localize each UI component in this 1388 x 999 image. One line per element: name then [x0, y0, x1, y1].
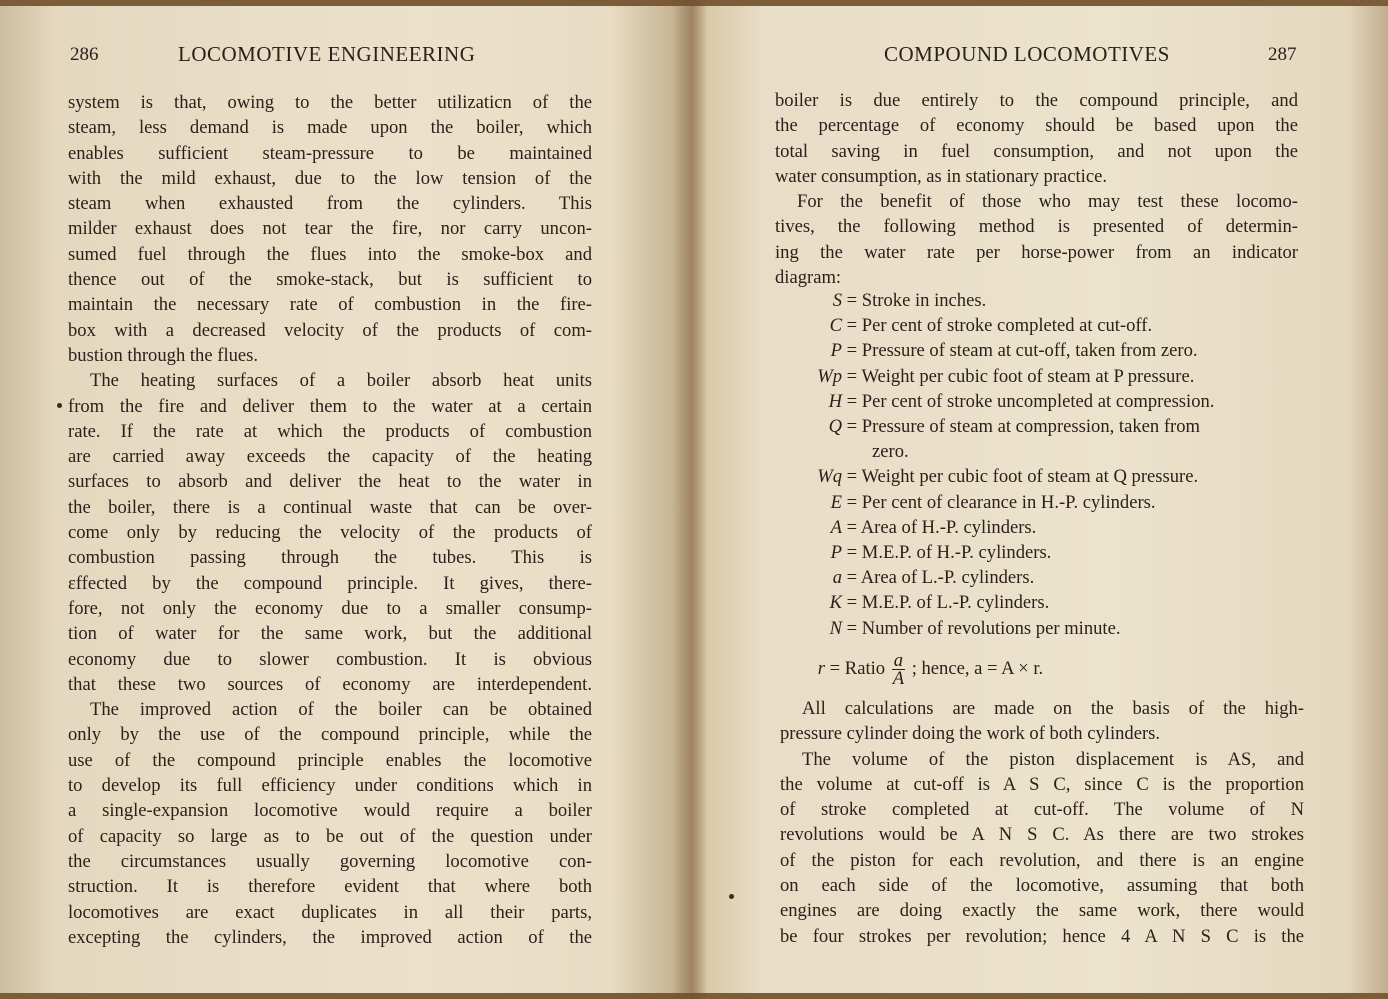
text-line: only by the use of the compound principle, while the	[68, 724, 592, 746]
ratio-numerator: a	[893, 650, 904, 671]
text-line: the volume at cut-off is A S C, since C is the proportion	[780, 773, 1304, 795]
text-line: tives, the following method is presented of determin-	[775, 216, 1298, 238]
text-line: to develop its full efficiency under conditions which in	[68, 775, 592, 797]
text-line: excepting the cylinders, the improved action of the	[68, 926, 592, 948]
definition-text: = M.E.P. of H.-P. cylinders.	[842, 542, 1052, 563]
text-line: locomotives are exact duplicates in all their parts,	[68, 901, 592, 923]
definition-row	[800, 441, 909, 463]
definition-symbol: E	[830, 491, 842, 513]
definition-text: = Per cent of stroke completed at cut-off.	[842, 315, 1153, 337]
definition-symbol: Q	[828, 416, 842, 437]
text-line: with the mild exhaust, due to the low tension of the	[68, 167, 592, 189]
text-line: steam when exhausted from the cylinders. This	[68, 193, 592, 215]
definition-row	[800, 416, 1200, 438]
definition-row	[800, 542, 1051, 564]
text-line: of stroke completed at cut-off. The volume of N	[780, 799, 1304, 821]
text-line: boiler is due entirely to the compound principle, and	[775, 90, 1298, 111]
text-line: fore, not only the economy due to a smaller consump-	[68, 597, 592, 619]
gutter-shadow	[612, 0, 707, 999]
right-page-intro	[775, 88, 1298, 290]
ratio-denominator: A	[892, 668, 905, 689]
definition-text: = Stroke in inches.	[842, 290, 987, 311]
text-line: the circumstances usually governing locomotive con-	[68, 850, 592, 872]
definition-symbol: Wp	[817, 365, 842, 387]
ratio-suffix: ; hence, a = A × r.	[911, 657, 1044, 679]
text-line: the boiler, there is a continual waste that can be over-	[68, 496, 592, 518]
definition-row	[800, 492, 1156, 514]
text-line: come only by reducing the velocity of the products of	[68, 522, 592, 544]
definition-row	[800, 618, 1121, 640]
text-line: rate. If the rate at which the products of combustion	[68, 420, 592, 442]
text-line: combustion passing through the tubes. This is	[68, 547, 592, 569]
text-line: economy due to slower combustion. It is obvious	[68, 648, 592, 670]
definition-text: = Pressure of steam at cut-off, taken from zero.	[842, 340, 1198, 362]
right-page-closing	[780, 696, 1304, 949]
definition-row	[800, 592, 1049, 614]
text-line: ɛffected by the compound principle. It gives, there-	[68, 572, 592, 594]
text-line: box with a decreased velocity of the products of com-	[68, 319, 592, 341]
text-line: of capacity so large as to be out of the question under	[68, 825, 592, 847]
text-line: of the piston for each revolution, and there is an engine	[780, 849, 1304, 871]
text-line: The volume of the piston displacement is AS, and	[802, 748, 1304, 770]
definition-text: = Pressure of steam at compression, taken from	[842, 416, 1200, 437]
definition-text: = Per cent of clearance in H.-P. cylinders.	[842, 491, 1156, 513]
ratio-prefix: = Ratio	[829, 657, 886, 679]
text-line: The improved action of the boiler can be obtained	[90, 699, 592, 721]
definition-symbol: H	[828, 390, 842, 412]
text-line: diagram:	[775, 267, 842, 289]
left-running-head: LOCOMOTIVE ENGINEERING	[178, 42, 476, 66]
text-line: maintain the necessary rate of combustion in the fire-	[68, 294, 592, 316]
text-line: enables sufficient steam-pressure to be maintained	[68, 142, 592, 164]
text-line: use of the compound principle enables the locomotive	[68, 749, 592, 771]
left-page-text	[68, 90, 592, 950]
definition-text: = Weight per cubic foot of steam at P pressure.	[842, 365, 1195, 387]
text-line: on each side of the locomotive, assuming that both	[780, 875, 1304, 897]
definition-text: = Area of H.-P. cylinders.	[842, 516, 1037, 538]
definition-symbol: N	[829, 617, 842, 639]
text-line: tion of water for the same work, but the additional	[68, 623, 592, 645]
definition-row	[800, 366, 1194, 388]
text-line: All calculations are made on the basis of the high-	[802, 698, 1304, 719]
text-line: thence out of the smoke-stack, but is sufficient to	[68, 269, 592, 291]
text-line: milder exhaust does not tear the fire, nor carry uncon-	[68, 218, 592, 240]
right-page-number: 287	[1268, 44, 1297, 65]
definition-row	[800, 340, 1198, 362]
text-line: the percentage of economy should be based upon the	[775, 115, 1298, 137]
text-line: engines are doing exactly the same work, there would	[780, 900, 1304, 922]
ratio-formula	[815, 652, 1043, 687]
left-page-number: 286	[70, 44, 99, 65]
text-line: revolutions would be A N S C. As there are two strokes	[780, 824, 1304, 846]
text-line: be four strokes per revolution; hence 4 A N S C is the	[780, 925, 1304, 947]
definition-symbol: P	[830, 542, 842, 563]
definition-text: = M.E.P. of L.-P. cylinders.	[842, 592, 1050, 614]
text-line: that these two sources of economy are interdependent.	[68, 673, 592, 695]
definition-row	[800, 290, 986, 312]
text-line: steam, less demand is made upon the boiler, which	[68, 117, 592, 139]
text-line: from the fire and deliver them to the water at a certain	[68, 395, 592, 417]
text-line: struction. It is therefore evident that where both	[68, 876, 592, 898]
ratio-fraction	[892, 652, 905, 687]
definition-symbol: S	[832, 290, 842, 311]
definition-row	[800, 567, 1034, 589]
text-line: a single-expansion locomotive would require a boiler	[68, 800, 592, 822]
definition-text: = Per cent of stroke uncompleted at compression.	[842, 390, 1215, 412]
definition-symbol: Wq	[817, 466, 842, 488]
definition-symbol: A	[830, 516, 842, 538]
definition-symbol: C	[829, 315, 842, 337]
ink-speck	[729, 894, 734, 899]
text-line: sumed fuel through the flues into the smoke-box and	[68, 243, 592, 265]
definition-text: = Area of L.-P. cylinders.	[842, 567, 1035, 589]
definition-row	[800, 391, 1214, 413]
text-line: For the benefit of those who may test these locomo-	[797, 191, 1298, 213]
text-line: water consumption, as in stationary practice.	[775, 165, 1108, 187]
right-running-head: COMPOUND LOCOMOTIVES	[884, 42, 1170, 66]
text-line: surfaces to absorb and deliver the heat to the water in	[68, 471, 592, 493]
definition-symbol: P	[830, 340, 842, 362]
definition-text: = Weight per cubic foot of steam at Q pressure.	[842, 466, 1199, 488]
text-line: pressure cylinder doing the work of both cylinders.	[780, 723, 1161, 745]
definition-row	[800, 517, 1036, 539]
definition-row	[800, 315, 1152, 337]
definition-text: = Number of revolutions per minute.	[842, 617, 1121, 639]
definition-symbol: K	[829, 592, 842, 614]
definition-text: zero.	[872, 441, 909, 463]
text-line: bustion through the flues.	[68, 344, 259, 366]
definition-row	[800, 466, 1198, 488]
text-line: The heating surfaces of a boiler absorb heat units	[90, 370, 592, 392]
text-line: are carried away exceeds the capacity of the heating	[68, 446, 592, 468]
ratio-symbol: r	[817, 657, 825, 679]
text-line: total saving in fuel consumption, and not upon the	[775, 140, 1298, 162]
text-line: system is that, owing to the better utilizaticn of the	[68, 92, 592, 113]
definition-symbol: a	[832, 567, 842, 589]
text-line: ing the water rate per horse-power from an indicator	[775, 241, 1298, 263]
ink-speck	[57, 403, 62, 408]
